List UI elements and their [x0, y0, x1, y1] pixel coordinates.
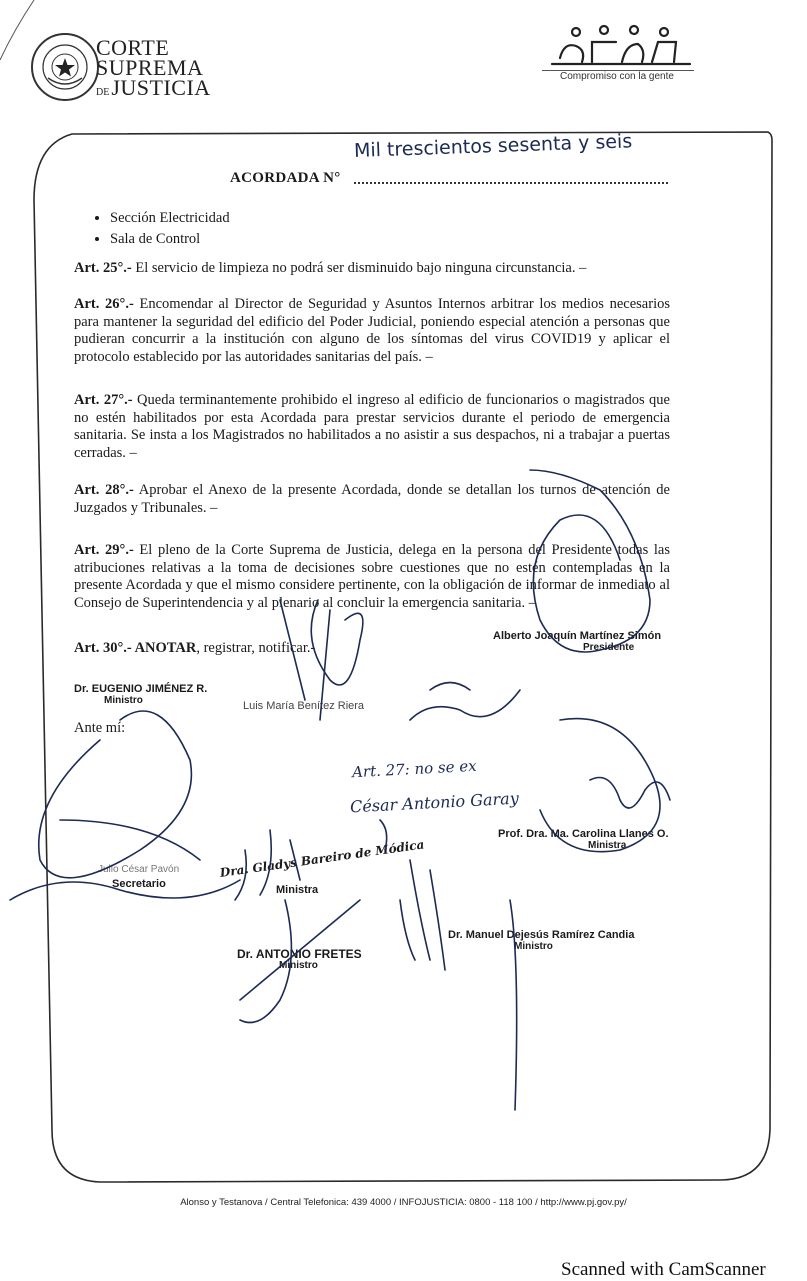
signature-bareiro: Dra. Gladys Bareiro de Módica — [219, 837, 426, 880]
logo-tagline: Compromiso con la gente — [560, 71, 674, 82]
signature-martinez: Alberto Joaquín Martínez Simón Presidente — [493, 630, 662, 653]
brand-line-1: CORTE — [96, 35, 170, 60]
article-27: Art. 27°.- Queda terminantemente prohibido el ingreso al edificio de funcionarios o magistrados que no estén habilitados por esta Acordada para prestar servicios durante el periodo de emergencia sanitaria. Se insta a los Magistrados no habilitados a no asistir a sus despachos, ni a trabajar a puertas cerradas. – — [74, 392, 670, 461]
signature-ramirez: Dr. Manuel Dejesús Ramírez Candia Ministro — [448, 929, 635, 952]
title-dotted-line — [354, 162, 668, 184]
signature-secretario-role: Secretario — [112, 878, 166, 890]
article-30: Art. 30°.- ANOTAR, registrar, notificar.- — [74, 640, 316, 656]
brand-line-3: DEJUSTICIA — [96, 75, 211, 101]
people-logo-icon — [546, 20, 696, 72]
brand-line-2: SUPREMA — [96, 55, 204, 81]
signature-jimenez: Dr. EUGENIO JIMÉNEZ R. Ministro — [74, 683, 208, 706]
signature-bareiro-role: Ministra — [276, 884, 319, 896]
scanner-watermark: Scanned with CamScanner — [561, 1259, 766, 1280]
footer-address: Alonso y Testanova / Central Telefonica: 439 4000 / INFOJUSTICIA: 0800 - 118 100 / http://www.pj.gov.py/ — [180, 1197, 627, 1208]
bullet-list — [88, 208, 230, 250]
handwritten-note: Art. 27: no se ex — [351, 756, 478, 782]
signature-llanes: Prof. Dra. Ma. Carolina Llanes O. Ministra — [498, 828, 669, 851]
article-29: Art. 29°.- El pleno de la Corte Suprema de Justicia, delega en la persona del Presidente todas las atribuciones relativas a la toma de decisiones sobre cuestiones que no estén contempladas en la presente Acordada y que el mismo considere pertinente, con la obligación de informar de inmediato al Consejo de Superintendencia y al plenario al concluir la emergencia sanitaria. – — [74, 542, 670, 611]
article-28: Art. 28°.- Aprobar el Anexo de la presente Acordada, donde se detallan los turnos de atención de Juzgados y Tribunales. – — [74, 482, 670, 516]
list-item: • Sala de Control — [110, 229, 230, 250]
signature-garay: César Antonio Garay — [349, 788, 520, 817]
ante-mi-label: Ante mí: — [74, 720, 126, 736]
article-26: Art. 26°.- Encomendar al Director de Seguridad y Asuntos Internos arbitrar los medios necesarios para mantener la seguridad del edificio del Poder Judicial, poniendo especial atención a personas que pudieran concurrir a la institución con alguno de los síntomas del virus COVID19 y aplicar el protocolo establecido por las autoridades sanitarias del país. – — [74, 296, 670, 365]
article-25: Art. 25°.- El servicio de limpieza no podrá ser disminuido bajo ninguna circunstancia. – — [74, 260, 587, 276]
acordada-title: ACORDADA N° — [230, 170, 341, 186]
signature-secretario-name: Julio César Pavón — [98, 864, 180, 875]
list-item: • Sección Electricidad — [110, 208, 230, 229]
signature-fretes: Dr. ANTONIO FRETES Ministro — [237, 947, 362, 971]
court-brand — [96, 35, 211, 101]
seal-icon — [30, 32, 100, 102]
signature-fernandez: Luis María Benítez Riera — [243, 700, 365, 712]
acordada-number-handwritten: Mil trescientos sesenta y seis — [353, 130, 633, 162]
